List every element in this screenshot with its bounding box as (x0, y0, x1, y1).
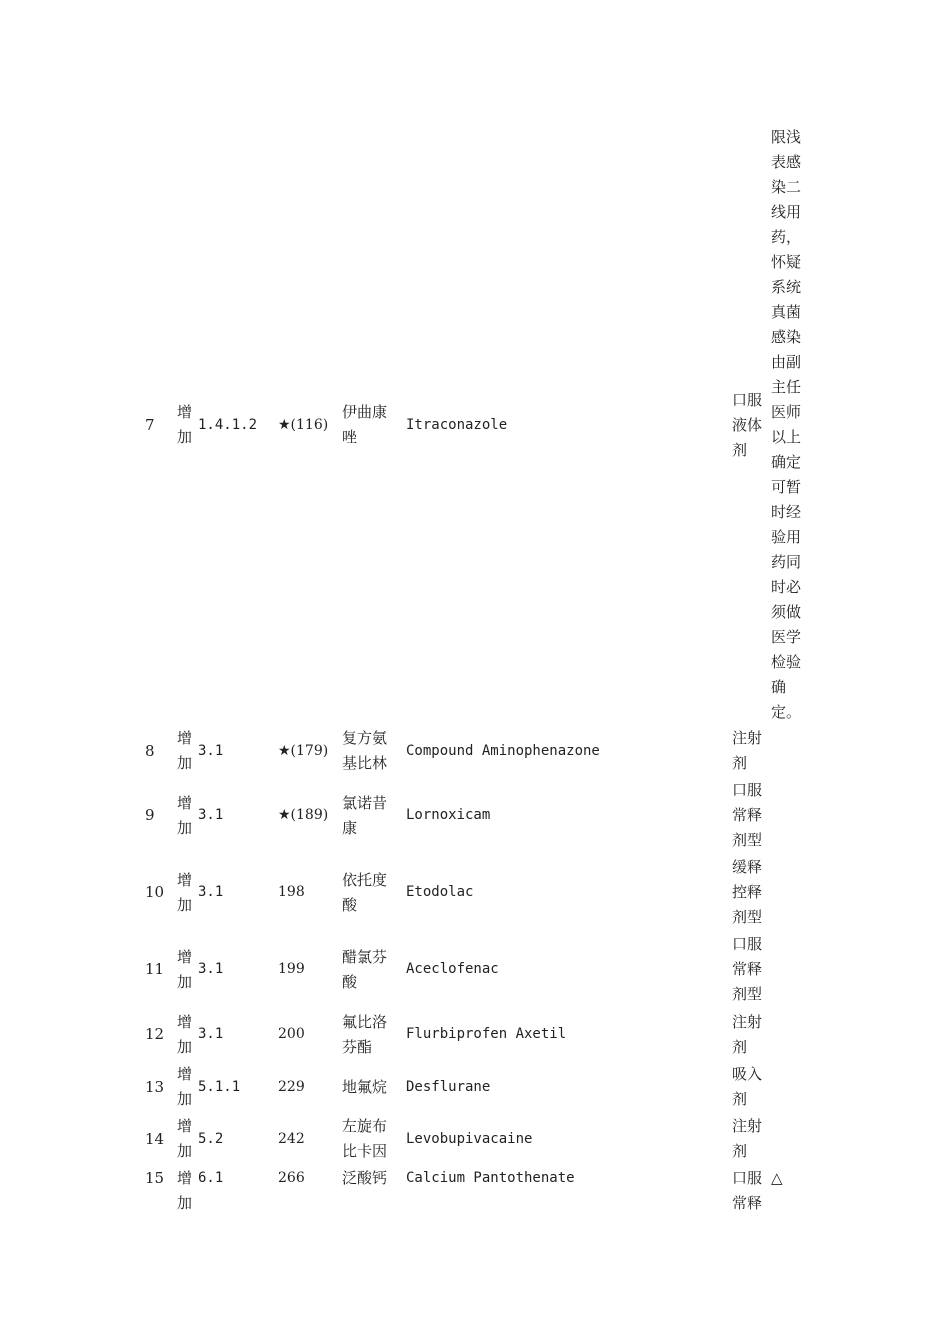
change-type: 增加 (177, 948, 193, 991)
drug-number: 266 (278, 1170, 305, 1186)
dosage-form: 注射剂 (732, 1013, 763, 1056)
drug-number: 199 (278, 961, 305, 977)
drug-name-en: Itraconazole (406, 417, 508, 433)
row-number: 10 (145, 883, 165, 901)
drug-name-en: Lornoxicam (406, 807, 491, 823)
note-cell: 限浅表感染二线用药，怀疑系统真菌感染由副主任医师以上确定可暂时经验用药同时必须做医学检验确定。 (771, 128, 802, 721)
drug-name-en: Levobupivacaine (406, 1131, 533, 1147)
drug-number: 229 (278, 1079, 305, 1095)
category-code: 3.1 (198, 961, 224, 977)
drug-name-cn: 伊曲康唑 (342, 403, 388, 446)
category-code: 3.1 (198, 884, 224, 900)
drug-name-en: Flurbiprofen Axetil (406, 1026, 567, 1042)
drug-name-cn: 地氟烷 (342, 1078, 388, 1096)
drug-number: ★(116) (278, 417, 329, 433)
change-type: 增加 (177, 1065, 193, 1108)
drug-name-en: Aceclofenac (406, 961, 499, 977)
change-type: 增加 (177, 794, 193, 837)
row-number: 12 (145, 1025, 165, 1043)
note-cell: △ (771, 1169, 783, 1187)
drug-name-cn: 左旋布比卡因 (342, 1117, 388, 1160)
category-code: 3.1 (198, 743, 224, 759)
dosage-form: 吸入剂 (732, 1065, 763, 1108)
drug-number: 198 (278, 884, 305, 900)
change-type: 增加 (177, 1013, 193, 1056)
category-code: 3.1 (198, 807, 224, 823)
drug-number: ★(189) (278, 807, 329, 823)
row-number: 15 (145, 1169, 165, 1187)
category-code: 5.2 (198, 1131, 224, 1147)
row-number: 7 (145, 416, 155, 434)
category-code: 1.4.1.2 (198, 417, 258, 433)
row-number: 8 (145, 742, 155, 760)
row-number: 11 (145, 960, 165, 978)
dosage-form: 缓释控释剂型 (732, 858, 763, 926)
dosage-form: 口服常释剂型 (732, 781, 763, 849)
change-type: 增加 (177, 1117, 193, 1160)
change-type: 增加 (177, 871, 193, 914)
drug-name-cn: 醋氯芬酸 (342, 948, 388, 991)
drug-number: ★(179) (278, 743, 329, 759)
dosage-form: 注射剂 (732, 729, 763, 772)
drug-name-cn: 复方氨基比林 (342, 729, 388, 772)
row-number: 14 (145, 1130, 165, 1148)
row-number: 9 (145, 806, 155, 824)
category-code: 6.1 (198, 1170, 224, 1186)
row-number: 13 (145, 1078, 165, 1096)
dosage-form: 口服液体剂 (732, 391, 763, 459)
drug-name-en: Calcium Pantothenate (406, 1170, 575, 1186)
drug-name-en: Compound Aminophenazone (406, 743, 600, 759)
drug-name-en: Desflurane (406, 1079, 491, 1095)
dosage-form: 注射剂 (732, 1117, 763, 1160)
change-type: 增加 (177, 403, 193, 446)
dosage-form: 口服常释 (732, 1169, 763, 1212)
drug-name-cn: 氯诺昔康 (342, 794, 388, 837)
drug-number: 200 (278, 1026, 305, 1042)
dosage-form: 口服常释剂型 (732, 935, 763, 1003)
drug-number: 242 (278, 1131, 305, 1147)
category-code: 3.1 (198, 1026, 224, 1042)
drug-name-cn: 氟比洛芬酯 (342, 1013, 388, 1056)
category-code: 5.1.1 (198, 1079, 241, 1095)
drug-name-cn: 泛酸钙 (342, 1169, 388, 1187)
change-type: 增加 (177, 729, 193, 772)
drug-name-en: Etodolac (406, 884, 474, 900)
change-type: 增加 (177, 1169, 193, 1212)
drug-name-cn: 依托度酸 (342, 871, 388, 914)
